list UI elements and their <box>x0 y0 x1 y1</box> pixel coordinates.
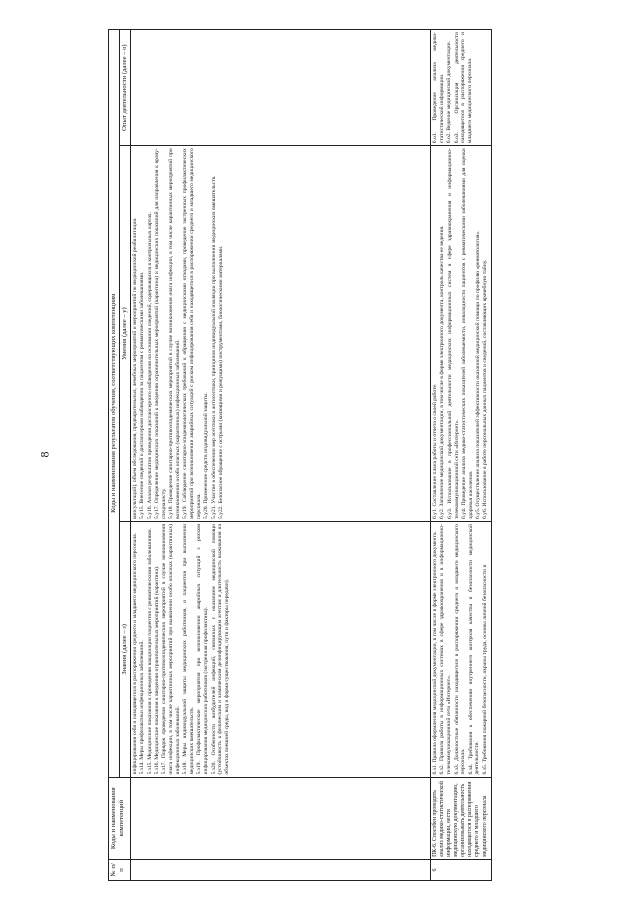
cell-paragraph: 5.з19. Профилактические мероприятия при возникновении аварийных ситуаций с риском инфицирования медицинских работников (экстренная профилактика). <box>196 524 210 775</box>
cell-paragraph: 5.з18. Меры индивидуальной защиты медицинских работников, и пациентов при выполнении медицинских вмешательств. <box>182 524 196 775</box>
cell-paragraph: 5.з15. Медицинские показания к проведению вакцинации пациентов с ревматическими заболеваниями. <box>146 527 153 775</box>
cell-paragraph: 6.у5. Осуществление анализа показателей эффективности оказанной медицинской помощи по профилю «ревматология». <box>474 230 481 520</box>
cell-paragraph: 5.з16. Медицинские показания к введению ограничительных мероприятий (карантина). <box>154 565 160 775</box>
cell-paragraph: 6.з5. Требования пожарной безопасности, охраны труда, основы личной безопасности и <box>481 564 488 775</box>
cell-paragraph: 5.у21. Участие в обеспечении мер асептики и антисептики, принципов индивидуальной изоляции при выполнении медицинских вмешательств. <box>210 175 217 520</box>
header-experience: Опыт деятельности (далее – о) <box>120 30 131 146</box>
knowledge-cell <box>131 522 431 778</box>
experience-cell <box>131 30 431 146</box>
header-row-2 <box>120 30 131 881</box>
cell-paragraph: 6.о3. Организация деятельности находящегося в распоряжении среднего и младшего медицинского персонала. <box>453 32 474 144</box>
code-cell: ПК-6. Способен проводить анализ медико-статистической информации, вести медицинскую документацию, организовывать деятельность находящегося в распоряжении среднего и младшего медицинского персонала <box>431 777 492 859</box>
cell-paragraph: 5.у22. Безопасное обращение с острыми (колющими и режущими) инструментами, биологическими материалами. <box>217 245 224 520</box>
cell-paragraph: 5.у18. Проведение санитарно-противоэпидемических мероприятий в случае возникновения очага инфекции, в том числе карантинных мероприятий при возникновении особо опасных (карантинных) инфекционных заболеваний. <box>168 148 181 520</box>
cell-paragraph: 5.у15. Внесение сведений о диспансерном наблюдении за пациентом с ревматическими заболеваниями. <box>139 271 146 520</box>
cell-paragraph: 6.о1. Проведение анализа медико-статистической информации. <box>432 32 445 144</box>
cell-paragraph: консультаций), объем обследования, предварительных, лечебных мероприятий и мероприятий по медицинской реабилитации. <box>132 217 139 520</box>
cell-paragraph: 6.у2. Заполнение медицинской документации, в том числе в форме электронного документа, контроль качества ее ведения. <box>439 225 446 520</box>
num-cell: 6 <box>431 859 492 880</box>
cell-paragraph: 5.з14. Меры профилактики инфекционных заболеваний. <box>139 640 146 775</box>
header-skills: Умения (далее – у) <box>120 146 131 522</box>
cell-paragraph: 5.у17. Определение медицинских показаний к введению ограничительных мероприятий (карантина) и медицинских показаний для направления к врачу-специалисту. <box>154 148 167 520</box>
table-row <box>131 30 431 881</box>
cell-paragraph: 6.з1. Правила оформления медицинской документации, в том числе в форме электронного документа. <box>432 531 439 775</box>
header-group: Коды и наименования результатов обучения, соответствующих компетенциям <box>109 30 120 778</box>
page-number: 8 <box>37 451 52 458</box>
cell-paragraph: 5.з20. Особенности возбудителей инфекций, связанных с оказанием медицинской помощи (устойчивость к физическим и химическим дезинфицирующим агентам и длительность выживания на объектах внешней среды, вид и форма существования, пути и факторы передачи). <box>210 524 231 775</box>
cell-paragraph: 6.з4. Требования к обеспечению внутреннего контроля качества и безопасности медицинской деятельности. <box>467 524 481 775</box>
header-num: № п/п <box>109 859 131 880</box>
num-cell <box>131 859 431 880</box>
skills-cell <box>131 146 431 522</box>
cell-paragraph: 6.у6. Использование в работе персональных данных пациентов и сведений, составляющих врачебную тайну. <box>482 259 489 520</box>
cell-paragraph: 6.о2. Ведение медицинской документации. <box>446 40 453 144</box>
cell-paragraph: 6.з2. Правила работы в информационных системах в сфере здравоохранения и в информационно-телекоммуникационной сети «Интернет». <box>439 524 453 775</box>
header-knowledge: Знания (далее – з) <box>120 522 131 778</box>
cell-paragraph: 6.у1. Составление плана работы и отчета о своей работе. <box>432 383 439 520</box>
cell-paragraph: 5.у16. Анализ результатов проведения диспансерного наблюдения на основании сведений, содержащихся в контрольных картах. <box>146 211 153 520</box>
knowledge-cell <box>431 522 492 778</box>
cell-paragraph: 5.з17. Порядок проведения санитарно-противоэпидемических мероприятий в случае возникновения очага инфекции, в том числе карантинных мероприятий при выявлении особо опасных (карантинных) инфекционных заболеваний. <box>161 524 181 775</box>
cell-paragraph: 6.у4. Проведение анализа медико-статистических показателей заболеваемости, инвалидности пациентов с ревматическими заболеваниями для оценки здоровья населения. <box>460 148 474 520</box>
cell-paragraph: 5.у19. Соблюдение санитарно-эпидемиологических требований к обращению с медицинскими отходами, проведение экстренных профилактических мероприятий при возникновении аварийных ситуаций с риском инфицирования себя и находящегося в распоряжении среднего и младшего медицинского персонала. <box>182 148 202 520</box>
cell-paragraph: инфицирования себя и находящегося в распоряжении среднего и младшего медицинского персонала. <box>132 533 139 775</box>
header-code: Коды и наименования компетенций <box>109 777 131 859</box>
skills-cell <box>431 146 492 522</box>
experience-cell <box>431 30 492 146</box>
cell-paragraph: 6.у3. Использование в профессиональной деятельности медицинских информационных систем в сфере здравоохранения и информационно-телекоммуникационной сети «Интернет». <box>446 148 460 520</box>
table-row <box>431 30 492 881</box>
competency-table <box>108 29 492 881</box>
header-row-1 <box>109 30 120 881</box>
code-cell <box>131 777 431 859</box>
cell-paragraph: 6.з3. Должностные обязанности находящегося в распоряжении среднего и младшего медицинского персонала. <box>453 524 467 775</box>
cell-paragraph: 5.у20. Применение средств индивидуальной защиты. <box>203 392 210 520</box>
